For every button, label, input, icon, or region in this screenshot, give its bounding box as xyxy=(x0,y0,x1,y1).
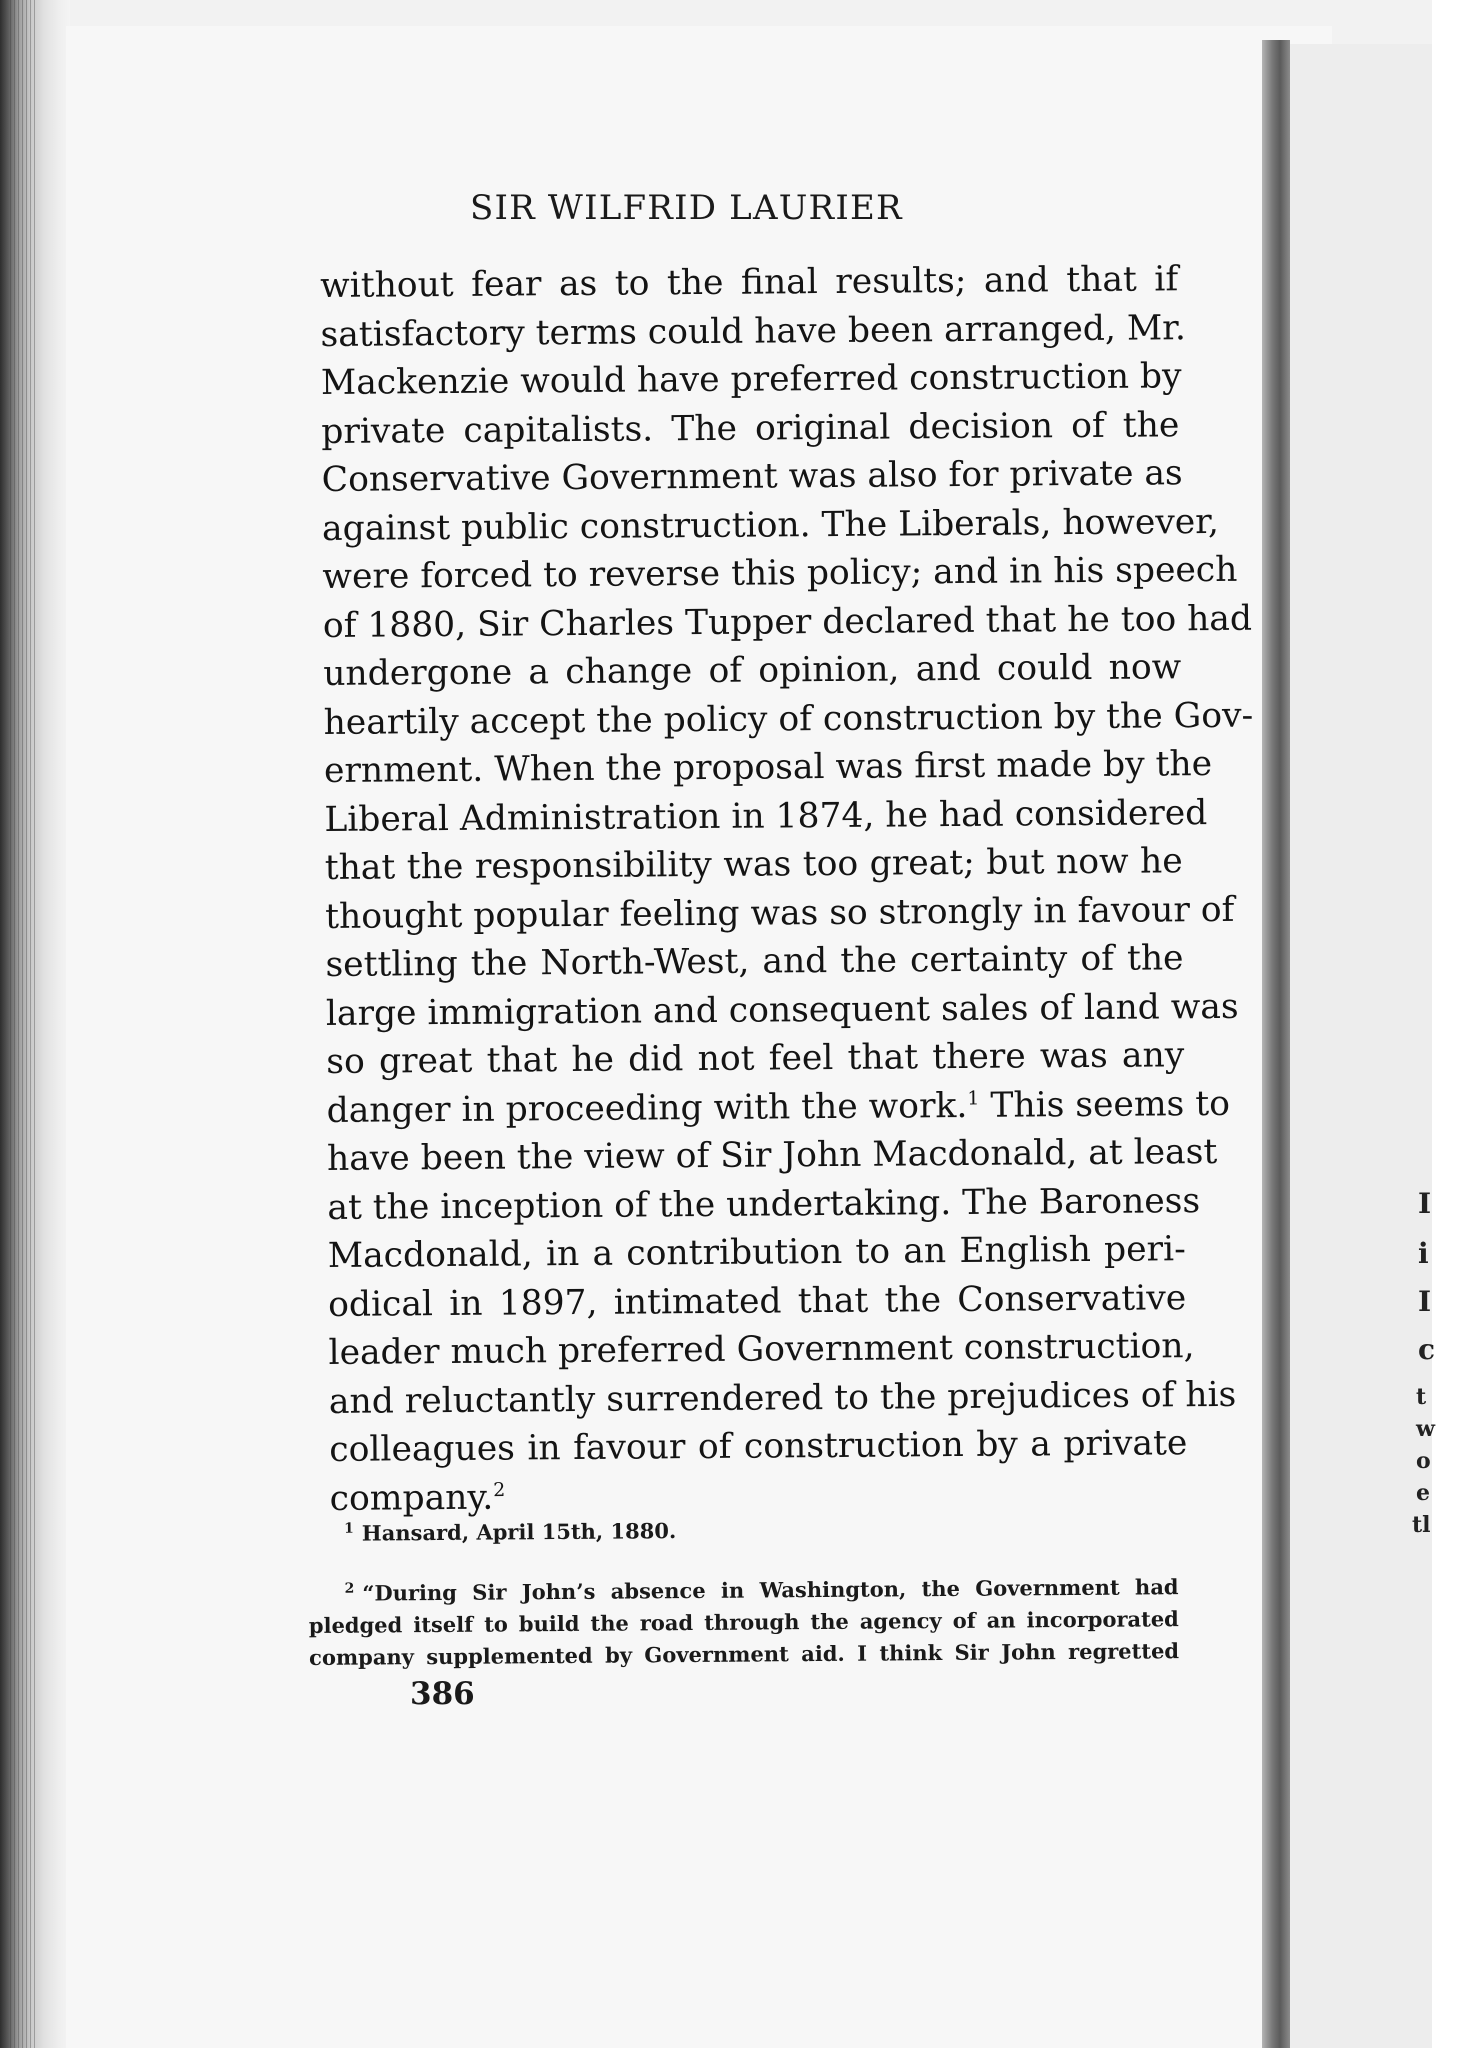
page-number: 386 xyxy=(410,1676,475,1712)
text-line-with-footnote-ref xyxy=(326,1080,1231,1135)
footnote-2-line: company supplemented by Government aid. I think Sir John regretted xyxy=(308,1638,1180,1670)
facing-page-fragment: w xyxy=(1416,1416,1435,1442)
footnote-marker: 1 xyxy=(344,1520,354,1537)
footnote-marker: 2 xyxy=(344,1580,355,1597)
text-line: Mackenzie would have preferred construction by xyxy=(320,356,1182,403)
text-line: colleagues in favour of construction by a private xyxy=(329,1423,1188,1470)
footnotes xyxy=(308,1511,1179,1674)
text-line: were forced to reverse this policy; and in his speech xyxy=(322,549,1238,597)
text-line: and reluctantly surrendered to the prejudices of his xyxy=(328,1374,1237,1422)
running-head: SIR WILFRID LAURIER xyxy=(470,188,903,228)
text-line: undergone a change of opinion, and could now xyxy=(323,647,1182,694)
text-line: that the responsibility was too great; but now he xyxy=(324,841,1183,888)
facing-page-fragment: o xyxy=(1416,1448,1431,1474)
footnote-reference: 1 xyxy=(967,1086,980,1109)
text-line: Conservative Government was also for private as xyxy=(321,453,1183,500)
binding-gutter xyxy=(1262,40,1290,2048)
text-line: large immigration and consequent sales of land was xyxy=(325,986,1239,1034)
footnote-text: Hansard, April 15th, 1880. xyxy=(361,1518,677,1546)
book-left-edge xyxy=(0,0,70,2048)
footnote-2-line: pledged itself to build the road through the agency of an incorporated xyxy=(308,1606,1179,1638)
facing-page-fragment: e xyxy=(1416,1480,1430,1506)
facing-page-fragment: tl xyxy=(1412,1512,1431,1538)
text-line: without fear as to the final results; and that if xyxy=(320,259,1179,306)
text-line: ernment. When the proposal was first made by the xyxy=(323,744,1213,791)
text-line: against public construction. The Liberals, however, xyxy=(321,501,1220,549)
text-segment: This seems to xyxy=(979,1083,1231,1126)
facing-page-fragment: I xyxy=(1418,1285,1432,1318)
facing-page-fragment: i xyxy=(1418,1237,1429,1270)
text-line: private capitalists. The original decision of the xyxy=(321,404,1180,452)
facing-page-edge xyxy=(1290,44,1436,2048)
body-text xyxy=(320,255,1254,1523)
text-line: thought popular feeling was so strongly in favour of xyxy=(324,889,1235,937)
facing-page-fragment: c xyxy=(1418,1333,1436,1366)
text-line: have been the view of Sir John Macdonald, at least xyxy=(326,1131,1218,1179)
footnote-text: “During Sir John’s absence in Washington, the Government had xyxy=(362,1574,1179,1606)
facing-page-fragment: t xyxy=(1416,1384,1427,1410)
text-line: Macdonald, in a contribution to an English peri- xyxy=(327,1229,1186,1276)
text-line: leader much preferred Government construction, xyxy=(328,1326,1195,1373)
text-line: satisfactory terms could have been arranged, Mr. xyxy=(320,307,1186,355)
text-line: so great that he did not feel that there was any xyxy=(326,1035,1185,1082)
text-line: settling the North-West, and the certainty of the xyxy=(325,938,1184,985)
text-line: heartily accept the policy of construction by the Gov- xyxy=(323,695,1254,743)
text-segment: danger in proceeding with the work. xyxy=(326,1085,968,1131)
facing-page-fragment: I xyxy=(1418,1187,1432,1220)
text-line: odical in 1897, intimated that the Conservative xyxy=(328,1277,1187,1325)
text-line: Liberal Administration in 1874, he had considered xyxy=(324,792,1208,840)
footnote-reference: 2 xyxy=(493,1478,506,1501)
text-line: at the inception of the undertaking. The Baroness xyxy=(327,1180,1201,1228)
footnote-1 xyxy=(344,1511,1178,1550)
text-line: of 1880, Sir Charles Tupper declared that he too had xyxy=(322,598,1253,646)
text-segment: company. xyxy=(329,1477,494,1519)
